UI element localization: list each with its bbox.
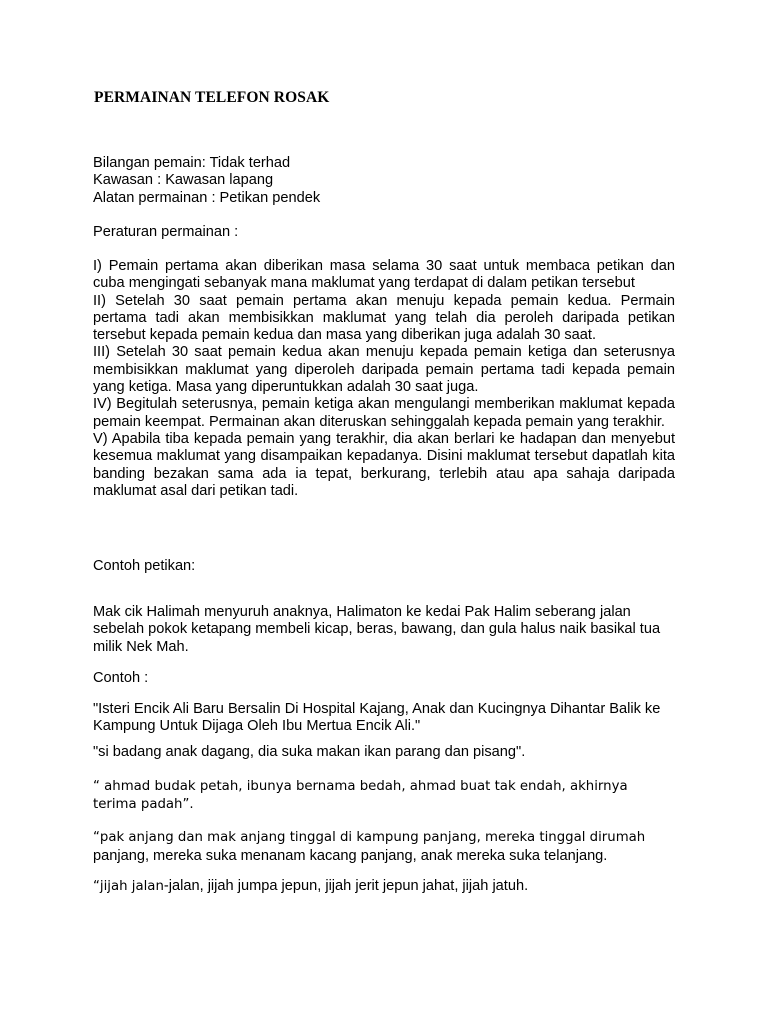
rules-heading: Peraturan permainan : [93, 224, 239, 240]
info-equipment: Alatan permainan : Petikan pendek [93, 189, 321, 206]
rule-item: I) Pemain pertama akan diberikan masa selama 30 saat untuk membaca petikan dan cuba mengingati sebanyak mana maklumat yang terdapat di dalam petikan tersebut [93, 258, 675, 292]
example-quote: "Isteri Encik Ali Baru Bersalin Di Hospital Kajang, Anak dan Kucingnya Dihantar Balik ke Kampung Untuk Dijaga Oleh Ibu Mertua Encik Ali." [93, 701, 661, 735]
example-passage: Mak cik Halimah menyuruh anaknya, Halimaton ke kedai Pak Halim seberang jalan sebelah pokok ketapang membeli kicap, beras, bawang, dan gula halus naik basikal tua milik Nek Mah. [93, 604, 661, 655]
example-line: “pak anjang dan mak anjang tinggal di kampung panjang, mereka tinggal dirumah [93, 830, 646, 845]
contoh-label: Contoh : [93, 670, 149, 686]
rule-item: V) Apabila tiba kepada pemain yang terakhir, dia akan berlari ke hadapan dan menyebut kesemua maklumat yang disampaikan kepadanya. Disini maklumat tersebut dapatlah kita banding bezakan sama ada ia tepat, berkurang, terlebih atau apa sahaja daripada maklumat asal dari petikan tadi. [93, 430, 675, 499]
example-quote [93, 829, 693, 865]
rule-item: II) Setelah 30 saat pemain pertama akan menuju kepada pemain kedua. Permain pertama tadi akan membisikkan maklumat yang telah dia peroleh daripada petikan tersebut kepada pemain kedua dan masa yang diberikan juga adalah 30 saat. [93, 292, 675, 344]
rule-item: IV) Begitulah seterusnya, pemain ketiga akan mengulangi memberikan maklumat kepada pemain keempat. Permainan akan diteruskan sehinggalah kepada pemain yang terakhir. [93, 396, 675, 430]
example-quote: “ ahmad budak petah, ibunya bernama bedah, ahmad buat tak endah, akhirnya terima padah”. [93, 779, 628, 812]
info-area: Kawasan : Kawasan lapang [93, 172, 274, 189]
example-line-end: -jalan, jijah jumpa jepun, jijah jerit jepun jahat, jijah jatuh. [163, 878, 529, 894]
game-info [93, 155, 675, 207]
rule-item: III) Setelah 30 saat pemain kedua akan menuju kepada pemain ketiga dan seterusnya membisikkan maklumat yang diperoleh daripada pemain pertama tadi kepada pemain yang ketiga. Masa yang diperuntukkan adalah 30 saat juga. [93, 344, 675, 396]
info-players: Bilangan pemain: Tidak terhad [93, 155, 291, 171]
example-quote [93, 877, 693, 896]
example-line: panjang, mereka suka menanam kacang panjang, anak mereka suka telanjang. [93, 848, 608, 864]
document-title: PERMAINAN TELEFON ROSAK [94, 89, 330, 106]
example-line-start: “jijah jalan [93, 879, 164, 894]
example-heading: Contoh petikan: [93, 558, 196, 574]
example-quote: "si badang anak dagang, dia suka makan ikan parang dan pisang". [93, 744, 526, 760]
rules-list [93, 258, 675, 500]
